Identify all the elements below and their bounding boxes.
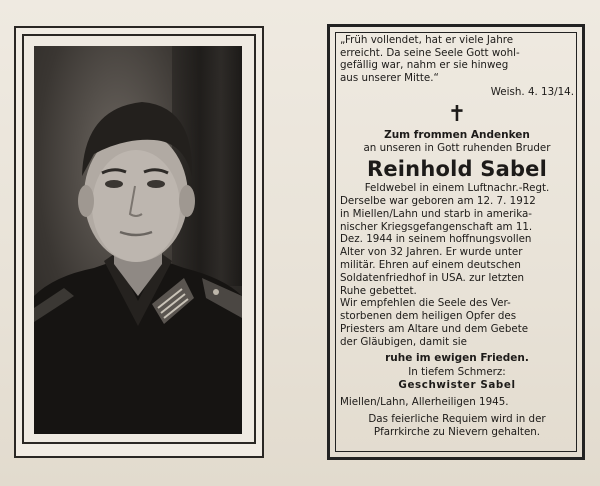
bio-line: Dez. 1944 in seinem hoffnungsvollen <box>340 233 532 246</box>
quote-line: erreicht. Da seine Seele Gott wohl- <box>340 46 520 59</box>
bio-line: in Miellen/Lahn und starb in amerika- <box>340 207 533 220</box>
biography <box>340 195 574 349</box>
requiem-line: Pfarrkirche zu Nievern gehalten. <box>373 426 541 439</box>
quote-line: gefällig war, nahm er sie hinweg <box>340 59 509 72</box>
schmerz-line: In tiefem Schmerz: <box>408 366 506 379</box>
bio-line: der Gläubigen, damit sie <box>340 335 468 348</box>
portrait-photo <box>34 46 242 434</box>
quote-line: „Früh vollendet, hat er viele Jahre <box>340 34 514 46</box>
ruhend-line: an unseren in Gott ruhenden Bruder <box>363 142 551 155</box>
bio-line: Soldatenfriedhof in USA. zur letzten <box>340 271 525 284</box>
bio-line: militär. Ehren auf einem deutschen <box>340 258 521 271</box>
bio-line: Derselbe war geboren am 12. 7. 1912 <box>340 195 536 207</box>
requiem-note <box>340 413 574 439</box>
quote-reference: Weish. 4. 13/14. <box>490 86 574 99</box>
requiem-line: Das feierliche Requiem wird in der <box>368 413 546 426</box>
andenken-heading: Zum frommen Andenken <box>384 129 530 142</box>
rank-line: Feldwebel in einem Luftnachr.-Regt. <box>364 182 550 195</box>
quote-line: aus unserer Mitte.“ <box>340 71 439 84</box>
soldier-portrait-illustration <box>34 46 242 434</box>
place-date: Miellen/Lahn, Allerheiligen 1945. <box>340 396 509 409</box>
mourners-line: Geschwister Sabel <box>398 379 516 392</box>
scripture-quote <box>340 34 574 84</box>
bio-line: Priesters am Altare und dem Gebete <box>340 322 529 335</box>
bio-line: Ruhe gebettet. <box>340 284 417 297</box>
cross-icon: ✝ <box>447 102 467 128</box>
bio-line: storbenen dem heiligen Opfer des <box>340 310 517 323</box>
bio-line: Wir empfehlen die Seele des Ver- <box>340 297 511 310</box>
bio-line: nischer Kriegsgefangenschaft am 11. <box>340 220 533 233</box>
ruhe-line: ruhe im ewigen Frieden. <box>385 351 529 364</box>
memorial-text <box>340 34 574 439</box>
deceased-name: Reinhold Sabel <box>366 157 548 182</box>
bio-line: Alter von 32 Jahren. Er wurde unter <box>340 246 523 259</box>
